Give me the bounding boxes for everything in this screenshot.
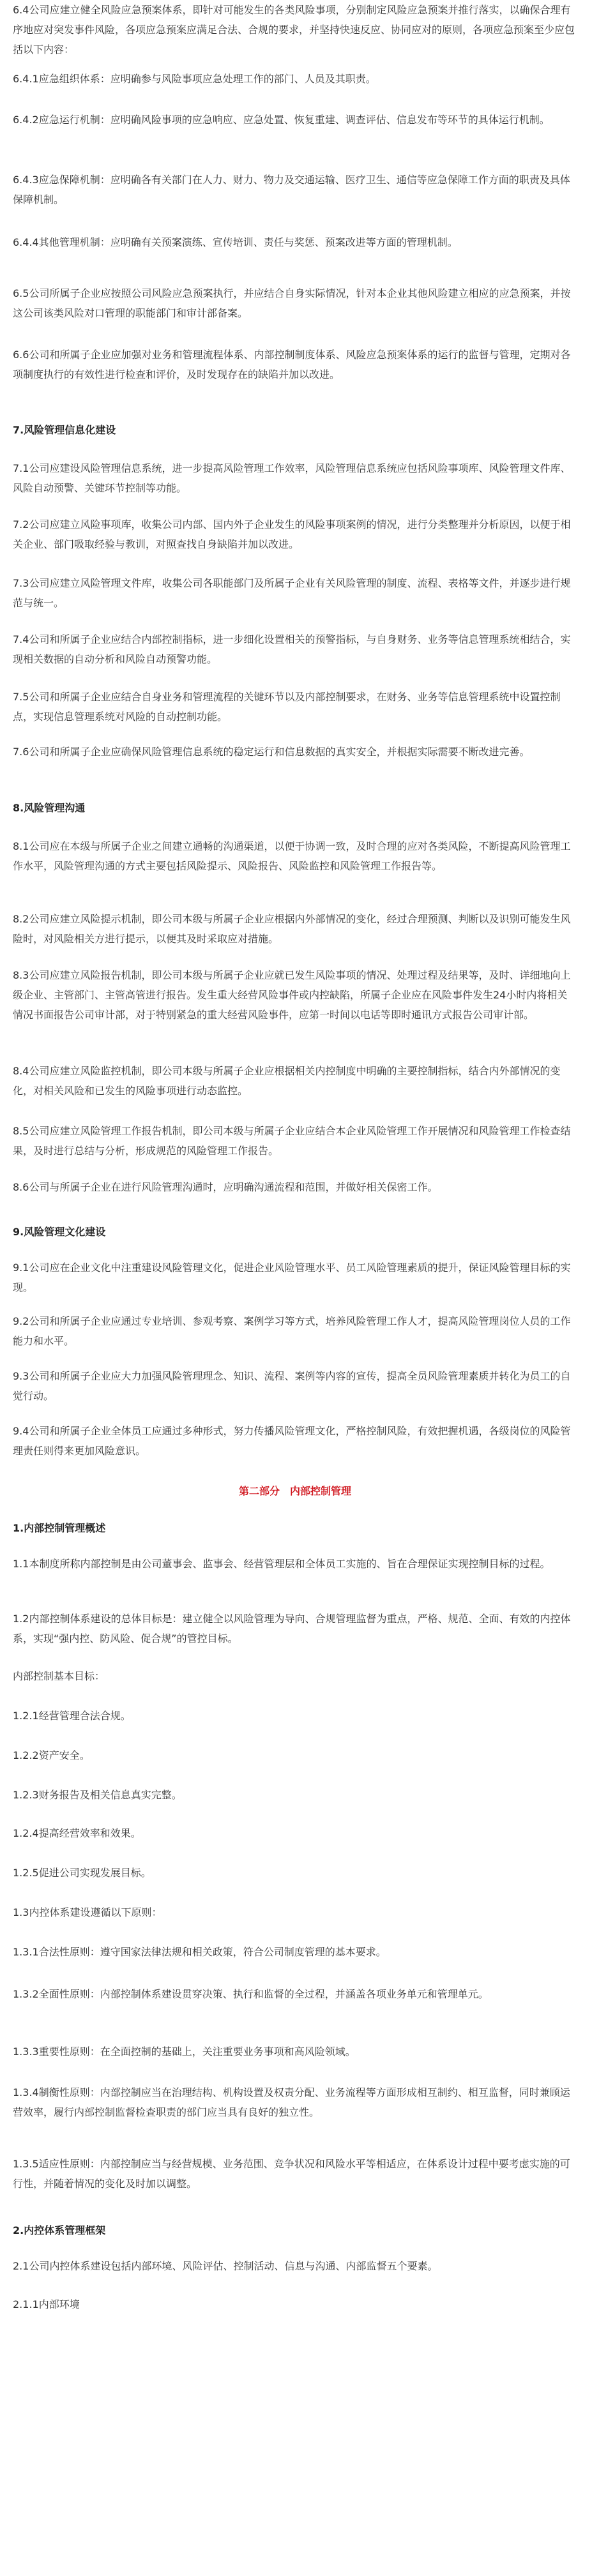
- section-heading-1: 1.内部控制管理概述: [13, 1522, 106, 1534]
- paragraph-basic-goals: 内部控制基本目标：: [13, 1670, 105, 1682]
- paragraph-6-4-4: 6.4.4其他管理机制：应明确有关预案演练、宣传培训、责任与奖惩、预案改进等方面的管理机制。: [13, 236, 458, 248]
- section-heading-8: 8.风险管理沟通: [13, 802, 86, 814]
- paragraph-1-3-3: 1.3.3重要性原则：在全面控制的基础上，关注重要业务事项和高风险领域。: [13, 2045, 356, 2058]
- paragraph-8-5: 8.5公司应建立风险管理工作报告机制，即公司本级与所属子企业应结合本企业风险管理工作开展情况和风险管理工作检查结果，及时进行总结与分析，形成规范的风险管理工作报告。: [13, 1125, 571, 1157]
- paragraph-7-2: 7.2公司应建立风险事项库，收集公司内部、国内外子企业发生的风险事项案例的情况，进行分类整理并分析原因，以便于相关企业、部门吸取经验与教训，对照查找自身缺陷并加以改进。: [13, 518, 571, 550]
- paragraph-1-2-2: 1.2.2资产安全。: [13, 1749, 90, 1761]
- paragraph-8-6: 8.6公司与所属子企业在进行风险管理沟通时，应明确沟通流程和范围，并做好相关保密工作。: [13, 1181, 438, 1193]
- paragraph-9-3: 9.3公司和所属子企业应大力加强风险管理理念、知识、流程、案例等内容的宣传，提高全员风险管理素质并转化为员工的自觉行动。: [13, 1370, 571, 1402]
- paragraph-6-6: 6.6公司和所属子企业应加强对业务和管理流程体系、内部控制制度体系、风险应急预案体系的运行的监督与管理，定期对各项制度执行的有效性进行检查和评价，及时发现存在的缺陷并加以改进。: [13, 349, 571, 380]
- paragraph-1-3: 1.3内控体系建设遵循以下原则：: [13, 1906, 162, 1918]
- paragraph-8-1: 8.1公司应在本级与所属子企业之间建立通畅的沟通渠道，以便于协调一致，及时合理的应对各类风险，不断提高风险管理工作水平，风险管理沟通的方式主要包括风险提示、风险报告、风险监控和风险管理工作报告等。: [13, 840, 571, 872]
- paragraph-1-2-4: 1.2.4提高经营效率和效果。: [13, 1827, 141, 1839]
- paragraph-7-5: 7.5公司和所属子企业应结合自身业务和管理流程的关键环节以及内部控制要求，在财务、业务等信息管理系统中设置控制点，实现信息管理系统对风险的自动控制功能。: [13, 691, 561, 723]
- paragraph-9-2: 9.2公司和所属子企业应通过专业培训、参观考察、案例学习等方式，培养风险管理工作人才，提高风险管理岗位人员的工作能力和水平。: [13, 1315, 571, 1347]
- paragraph-6-4-3: 6.4.3应急保障机制：应明确各有关部门在人力、财力、物力及交通运输、医疗卫生、通信等应急保障工作方面的职责及具体保障机制。: [13, 174, 570, 206]
- paragraph-9-1: 9.1公司应在企业文化中注重建设风险管理文化，促进企业风险管理水平、员工风险管理素质的提升，保证风险管理目标的实现。: [13, 1262, 571, 1293]
- paragraph-6-4: 6.4公司应建立健全风险应急预案体系，即针对可能发生的各类风险事项，分别制定风险应急预案并推行落实，以确保合理有序地应对突发事件风险，各项应急预案应满足合法、合规的要求，并坚持快速反应、协同应对的原则，各项应急预案至少应包括以下内容：: [13, 4, 575, 56]
- paragraph-2-1-1: 2.1.1内部环境: [13, 2298, 80, 2310]
- paragraph-1-1: 1.1本制度所称内部控制是由公司董事会、监事会、经营管理层和全体员工实施的、旨在合理保证实现控制目标的过程。: [13, 1558, 550, 1570]
- paragraph-7-3: 7.3公司应建立风险管理文件库，收集公司各职能部门及所属子企业有关风险管理的制度、流程、表格等文件，并逐步进行规范与统一。: [13, 577, 571, 609]
- paragraph-7-6: 7.6公司和所属子企业应确保风险管理信息系统的稳定运行和信息数据的真实安全，并根据实际需要不断改进完善。: [13, 746, 530, 758]
- section-heading-7: 7.风险管理信息化建设: [13, 424, 116, 436]
- paragraph-2-1: 2.1公司内控体系建设包括内部环境、风险评估、控制活动、信息与沟通、内部监督五个要素。: [13, 2260, 438, 2272]
- paragraph-7-1: 7.1公司应建设风险管理信息系统，进一步提高风险管理工作效率，风险管理信息系统应包括风险事项库、风险管理文件库、风险自动预警、关键环节控制等功能。: [13, 462, 571, 494]
- paragraph-9-4: 9.4公司和所属子企业全体员工应通过多种形式，努力传播风险管理文化，严格控制风险，有效把握机遇，各级岗位的风险管理责任则得来更加风险意识。: [13, 1425, 571, 1457]
- paragraph-1-3-4: 1.3.4制衡性原则：内部控制应当在治理结构、机构设置及权责分配、业务流程等方面形成相互制约、相互监督，同时兼顾运营效率，履行内部控制监督检查职责的部门应当具有良好的独立性。: [13, 2086, 570, 2118]
- paragraph-1-2-5: 1.2.5促进公司实现发展目标。: [13, 1867, 151, 1879]
- paragraph-1-2-3: 1.2.3财务报告及相关信息真实完整。: [13, 1789, 182, 1801]
- paragraph-7-4: 7.4公司和所属子企业应结合内部控制指标，进一步细化设置相关的预警指标，与自身财务、业务等信息管理系统相结合，实现相关数据的自动分析和风险自动预警功能。: [13, 633, 571, 665]
- section-heading-2: 2.内控体系管理框架: [13, 2224, 106, 2236]
- paragraph-1-3-1: 1.3.1合法性原则：遵守国家法律法规和相关政策，符合公司制度管理的基本要求。: [13, 1946, 386, 1958]
- paragraph-6-4-2: 6.4.2应急运行机制：应明确风险事项的应急响应、应急处置、恢复重建、调查评估、信息发布等环节的具体运行机制。: [13, 114, 550, 126]
- paragraph-1-2: 1.2内部控制体系建设的总体目标是：建立健全以风险管理为导向、合规管理监督为重点，严格、规范、全面、有效的内控体系，实现“强内控、防风险、促合规”的管控目标。: [13, 1613, 571, 1645]
- part-two-title: 第二部分 内部控制管理: [238, 1485, 351, 1497]
- section-heading-9: 9.风险管理文化建设: [13, 1226, 106, 1238]
- paragraph-8-3: 8.3公司应建立风险报告机制，即公司本级与所属子企业应就已发生风险事项的情况、处理过程及结果等，及时、详细地向上级企业、主管部门、主管高管进行报告。发生重大经营风险事件或内控缺陷，所属子企业应在风险事件发生24小时内将相关情况书面报告公司审计部，对于特别紧急的重大经营风险事件，应第一时间以电话等即时通讯方式报告公司审计部。: [13, 969, 571, 1021]
- paragraph-6-5: 6.5公司所属子企业应按照公司风险应急预案执行，并应结合自身实际情况，针对本企业其他风险建立相应的应急预案，并按这公司该类风险对口管理的职能部门和审计部备案。: [13, 287, 571, 319]
- paragraph-1-3-2: 1.3.2全面性原则：内部控制体系建设贯穿决策、执行和监督的全过程，并涵盖各项业务单元和管理单元。: [13, 1988, 489, 2000]
- paragraph-1-3-5: 1.3.5适应性原则：内部控制应当与经营规模、业务范围、竞争状况和风险水平等相适应，在体系设计过程中要考虑实施的可行性，并随着情况的变化及时加以调整。: [13, 2158, 570, 2190]
- paragraph-8-2: 8.2公司应建立风险提示机制，即公司本级与所属子企业应根据内外部情况的变化，经过合理预测、判断以及识别可能发生风险时，对风险相关方进行提示，以便其及时采取应对措施。: [13, 913, 571, 945]
- paragraph-8-4: 8.4公司应建立风险监控机制，即公司本级与所属子企业应根据相关内控制度中明确的主要控制指标，结合内外部情况的变化，对相关风险和已发生的风险事项进行动态监控。: [13, 1065, 561, 1097]
- paragraph-1-2-1: 1.2.1经营管理合法合规。: [13, 1710, 131, 1722]
- paragraph-6-4-1: 6.4.1应急组织体系：应明确参与风险事项应急处理工作的部门、人员及其职责。: [13, 73, 376, 85]
